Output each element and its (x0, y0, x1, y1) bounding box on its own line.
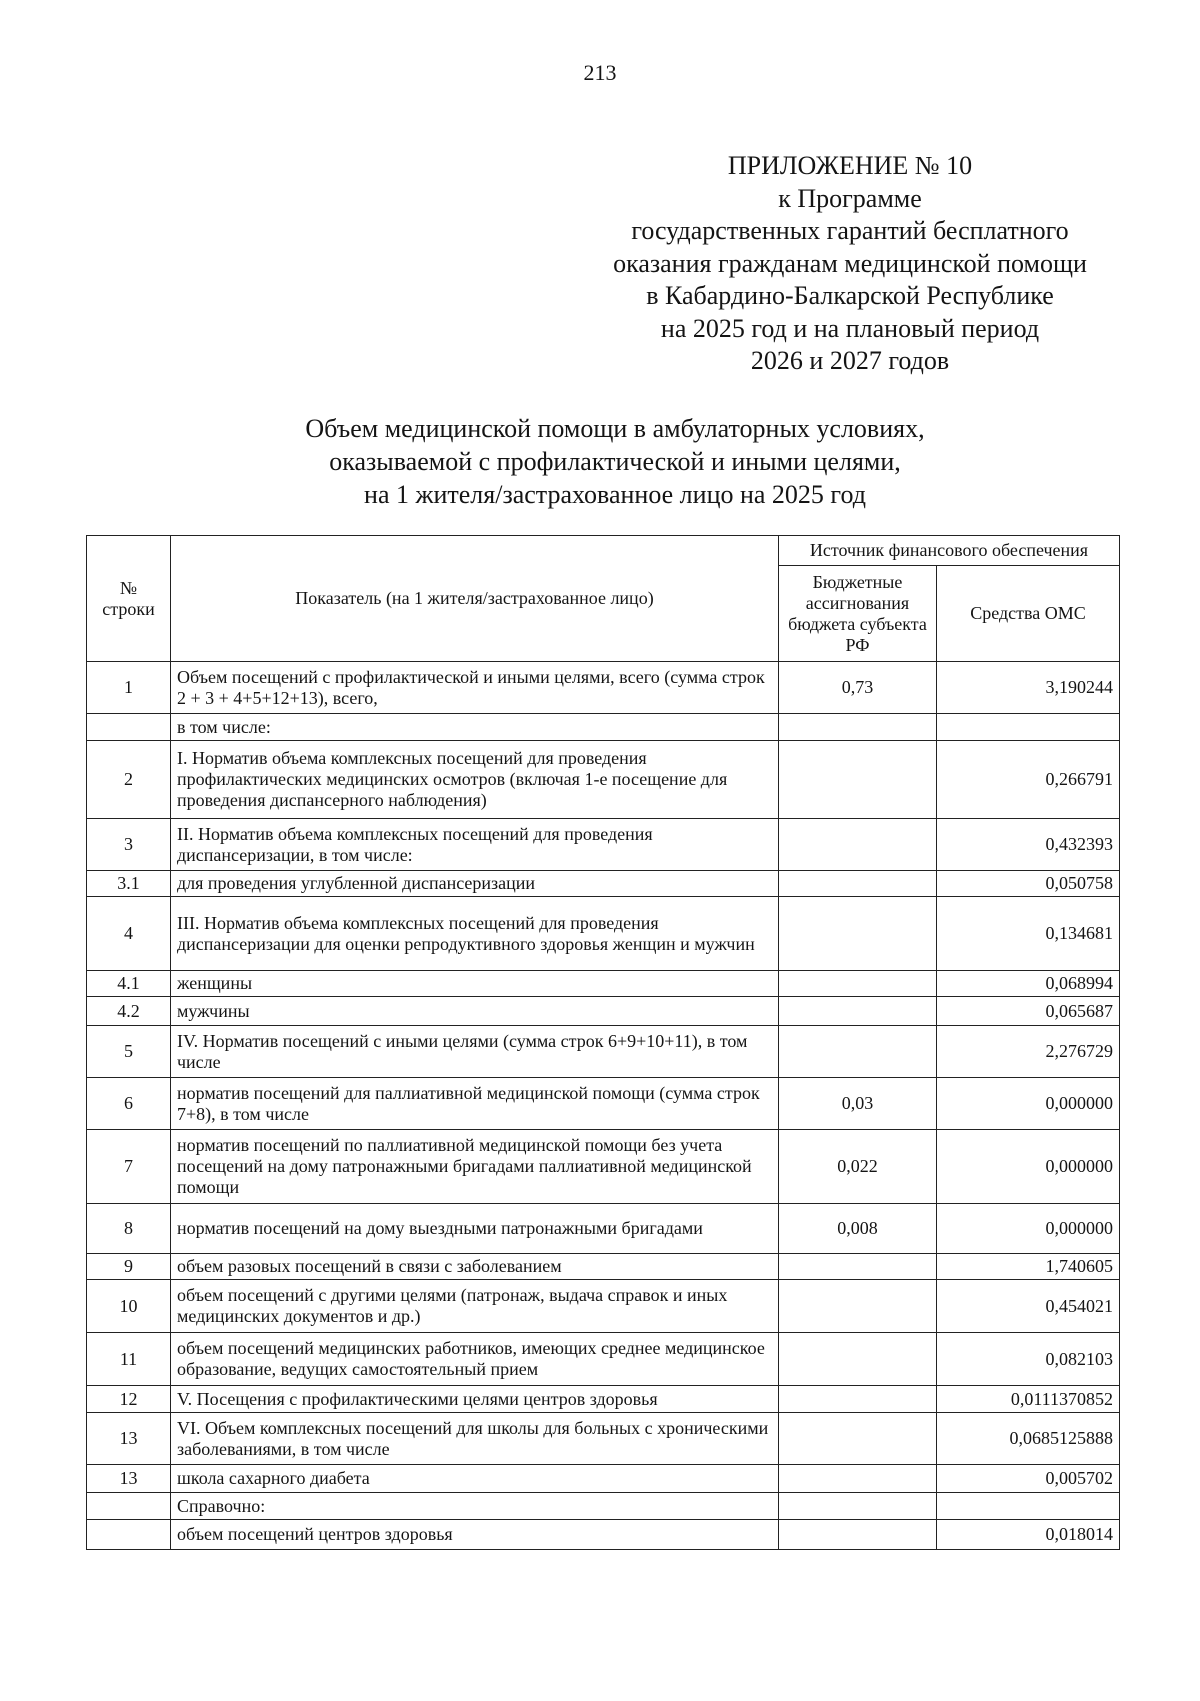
row-number-cell (87, 1493, 171, 1520)
table-row (87, 1520, 1120, 1550)
row-number-cell: 3.1 (87, 871, 171, 897)
indicator-cell: Объем посещений с профилактической и иными целями, всего (сумма строк 2 + 3 + 4+5+12+13), всего, (171, 662, 779, 714)
row-number-cell: 7 (87, 1130, 171, 1204)
header-indicator: Показатель (на 1 жителя/застрахованное лицо) (171, 536, 779, 662)
budget-value-cell (779, 1333, 937, 1386)
oms-value-cell: 0,068994 (937, 971, 1120, 997)
budget-value-cell (779, 1520, 937, 1550)
indicator-cell: III. Норматив объема комплексных посещений для проведения диспансеризации для оценки репродуктивного здоровья женщин и мужчин (171, 897, 779, 971)
row-number-cell (87, 714, 171, 741)
table-row (87, 1280, 1120, 1333)
table-row (87, 662, 1120, 714)
table-row (87, 1333, 1120, 1386)
oms-value-cell: 0,134681 (937, 897, 1120, 971)
oms-value-cell: 0,432393 (937, 819, 1120, 871)
title-line: на 1 жителя/застрахованное лицо на 2025 год (364, 480, 866, 509)
page-number: 213 (583, 60, 617, 85)
annex-line: 2026 и 2027 годов (750, 346, 950, 375)
budget-value-cell (779, 871, 937, 897)
annex-line: в Кабардино-Балкарской Республике (646, 281, 1054, 310)
budget-value-cell (779, 997, 937, 1026)
oms-value-cell: 0,000000 (937, 1078, 1120, 1130)
indicator-cell: норматив посещений по паллиативной медицинской помощи без учета посещений на дому патронажными бригадами паллиативной медицинской помощи (171, 1130, 779, 1204)
oms-value-cell (937, 714, 1120, 741)
oms-value-cell: 0,454021 (937, 1280, 1120, 1333)
budget-value-cell (779, 897, 937, 971)
indicator-cell: VI. Объем комплексных посещений для школы для больных с хроническими заболеваниями, в том числе (171, 1413, 779, 1465)
row-number-cell: 1 (87, 662, 171, 714)
table-row (87, 1130, 1120, 1204)
row-number-cell: 4.1 (87, 971, 171, 997)
oms-value-cell: 0,050758 (937, 871, 1120, 897)
budget-value-cell: 0,03 (779, 1078, 937, 1130)
table-body (87, 662, 1120, 1550)
oms-value-cell: 0,082103 (937, 1333, 1120, 1386)
title-line: Объем медицинской помощи в амбулаторных условиях, (305, 414, 925, 443)
indicator-cell: IV. Норматив посещений с иными целями (сумма строк 6+9+10+11), в том числе (171, 1026, 779, 1078)
budget-value-cell (779, 741, 937, 819)
table-row (87, 971, 1120, 997)
budget-value-cell: 0,73 (779, 662, 937, 714)
indicator-cell: объем разовых посещений в связи с заболеванием (171, 1254, 779, 1280)
oms-value-cell: 0,266791 (937, 741, 1120, 819)
table-row (87, 741, 1120, 819)
annex-title: ПРИЛОЖЕНИЕ № 10 (727, 151, 973, 180)
table-row (87, 871, 1120, 897)
annex-heading (570, 150, 1130, 378)
volume-table (86, 535, 1120, 1550)
budget-value-cell (779, 819, 937, 871)
oms-value-cell: 0,000000 (937, 1130, 1120, 1204)
table-row (87, 897, 1120, 971)
row-number-cell: 9 (87, 1254, 171, 1280)
table-row (87, 1204, 1120, 1254)
budget-value-cell (779, 714, 937, 741)
row-number-cell: 5 (87, 1026, 171, 1078)
row-number-cell: 2 (87, 741, 171, 819)
indicator-cell: объем посещений медицинских работников, имеющих среднее медицинское образование, ведущих самостоятельный прием (171, 1333, 779, 1386)
table-row (87, 819, 1120, 871)
annex-line: на 2025 год и на плановый период (660, 313, 1040, 343)
indicator-cell: мужчины (171, 997, 779, 1026)
budget-value-cell: 0,008 (779, 1204, 937, 1254)
row-number-cell: 11 (87, 1333, 171, 1386)
budget-value-cell: 0,022 (779, 1130, 937, 1204)
budget-value-cell (779, 1280, 937, 1333)
annex-line: государственных гарантий бесплатного (631, 216, 1069, 245)
budget-value-cell (779, 1386, 937, 1413)
row-number-cell: 3 (87, 819, 171, 871)
row-number-cell: 13 (87, 1465, 171, 1493)
indicator-cell: V. Посещения с профилактическими целями центров здоровья (171, 1386, 779, 1413)
oms-value-cell: 0,065687 (937, 997, 1120, 1026)
header-row-number: № строки (87, 536, 171, 662)
table-row (87, 1386, 1120, 1413)
indicator-cell: норматив посещений на дому выездными патронажными бригадами (171, 1204, 779, 1254)
oms-value-cell: 0,005702 (937, 1465, 1120, 1493)
budget-value-cell (779, 1465, 937, 1493)
budget-value-cell (779, 971, 937, 997)
table-row (87, 1413, 1120, 1465)
annex-line: оказания гражданам медицинской помощи (613, 248, 1087, 278)
header-funding-source: Источник финансового обеспечения (779, 536, 1120, 566)
table-row (87, 1026, 1120, 1078)
row-number-cell: 10 (87, 1280, 171, 1333)
document-title (0, 412, 1200, 511)
oms-value-cell: 0,0685125888 (937, 1413, 1120, 1465)
oms-value-cell: 0,000000 (937, 1204, 1120, 1254)
row-number-cell (87, 1520, 171, 1550)
row-number-cell: 4.2 (87, 997, 171, 1026)
indicator-cell: Справочно: (171, 1493, 779, 1520)
row-number-cell: 13 (87, 1413, 171, 1465)
row-number-cell: 4 (87, 897, 171, 971)
title-line: оказываемой с профилактической и иными целями, (329, 447, 901, 476)
table-row (87, 997, 1120, 1026)
budget-value-cell (779, 1493, 937, 1520)
table-row (87, 1078, 1120, 1130)
indicator-cell: норматив посещений для паллиативной медицинской помощи (сумма строк 7+8), в том числе (171, 1078, 779, 1130)
header-oms: Средства ОМС (937, 566, 1120, 662)
oms-value-cell (937, 1493, 1120, 1520)
indicator-cell: I. Норматив объема комплексных посещений для проведения профилактических медицинских осмотров (включая 1-е посещение для проведения диспансерного наблюдения) (171, 741, 779, 819)
indicator-cell: женщины (171, 971, 779, 997)
oms-value-cell: 1,740605 (937, 1254, 1120, 1280)
table-row (87, 714, 1120, 741)
oms-value-cell: 0,018014 (937, 1520, 1120, 1550)
indicator-cell: в том числе: (171, 714, 779, 741)
indicator-cell: II. Норматив объема комплексных посещений для проведения диспансеризации, в том числе: (171, 819, 779, 871)
table-row (87, 1254, 1120, 1280)
oms-value-cell: 3,190244 (937, 662, 1120, 714)
annex-line: к Программе (778, 183, 922, 213)
indicator-cell: объем посещений с другими целями (патронаж, выдача справок и иных медицинских документов и др.) (171, 1280, 779, 1333)
budget-value-cell (779, 1026, 937, 1078)
indicator-cell: для проведения углубленной диспансеризации (171, 871, 779, 897)
row-number-cell: 6 (87, 1078, 171, 1130)
budget-value-cell (779, 1254, 937, 1280)
budget-value-cell (779, 1413, 937, 1465)
table-row (87, 1465, 1120, 1493)
oms-value-cell: 0,0111370852 (937, 1386, 1120, 1413)
table-row (87, 1493, 1120, 1520)
row-number-cell: 8 (87, 1204, 171, 1254)
row-number-cell: 12 (87, 1386, 171, 1413)
indicator-cell: школа сахарного диабета (171, 1465, 779, 1493)
oms-value-cell: 2,276729 (937, 1026, 1120, 1078)
indicator-cell: объем посещений центров здоровья (171, 1520, 779, 1550)
header-budget: Бюджетные ассигнования бюджета субъекта РФ (779, 566, 937, 662)
